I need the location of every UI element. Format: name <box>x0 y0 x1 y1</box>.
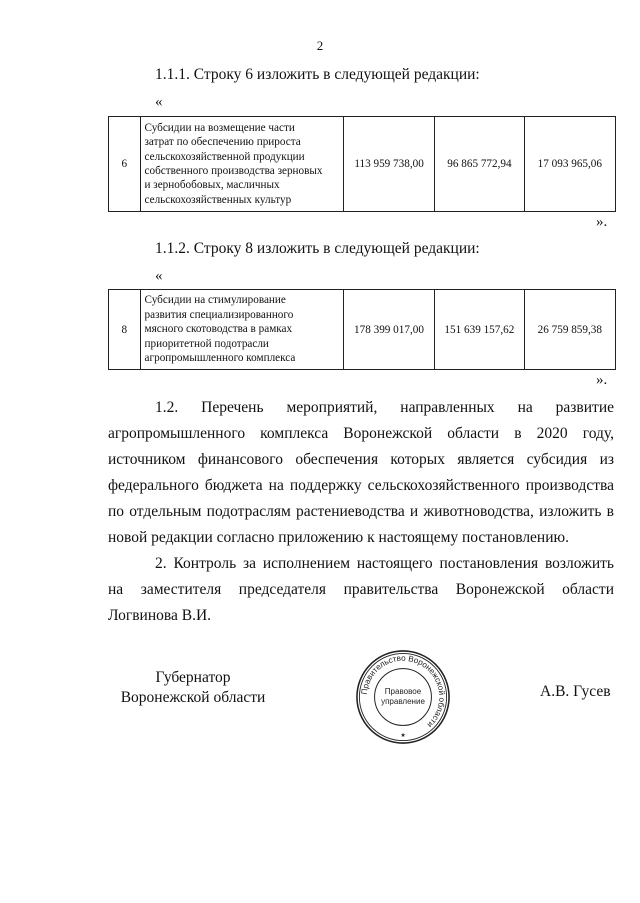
signatory-title <box>108 668 278 708</box>
table-row <box>109 290 616 370</box>
row-regional-value: 26 759 859,38 <box>524 290 615 370</box>
stamp-center-line: Правовое <box>384 687 422 697</box>
open-quote: « <box>155 268 163 284</box>
stamp-ring-text: Правительство Воронежской области <box>359 653 447 730</box>
row-6-table <box>108 116 616 212</box>
stamp-center-line: управление <box>381 696 425 706</box>
para-1-2-line: федерального бюджета на поддержку сельскохозяйственного производства <box>108 477 614 494</box>
row-name-line: затрат по обеспечению прироста <box>144 136 301 149</box>
row-name <box>140 117 343 212</box>
item-1-1-2-heading: 1.1.2. Строку 8 изложить в следующей редакции: <box>155 240 480 257</box>
row-name-line: агропромышленного комплекса <box>144 352 296 365</box>
signatory-title-line: Губернатор <box>155 669 231 686</box>
row-number: 8 <box>109 290 141 370</box>
para-2-line: на заместителя председателя правительства Воронежской области <box>108 581 614 598</box>
para-2-last-line: Логвинова В.И. <box>108 607 212 624</box>
row-name-line: сельскохозяйственной продукции <box>144 150 305 163</box>
para-2-line: 2. Контроль за исполнением настоящего постановления возложить <box>155 555 614 572</box>
para-1-2-line: по отдельным подотраслям растениеводства и животноводства, изложить в <box>108 503 614 520</box>
row-name-line: мясного скотоводства в рамках <box>144 323 293 336</box>
row-federal-value: 151 639 157,62 <box>435 290 524 370</box>
row-total-value: 113 959 738,00 <box>343 117 434 212</box>
row-regional-value: 17 093 965,06 <box>524 117 615 212</box>
signatory-title-line: Воронежской области <box>120 689 266 706</box>
official-stamp <box>354 648 452 746</box>
row-name-line: сельскохозяйственных культур <box>144 193 292 206</box>
open-quote: « <box>155 94 163 110</box>
row-name-line: развития специализированного <box>144 308 294 321</box>
signatory-name: А.В. Гусев <box>540 683 611 700</box>
page-number: 2 <box>316 38 324 53</box>
row-name-line: Субсидии на возмещение части <box>144 121 295 134</box>
row-number: 6 <box>109 117 141 212</box>
row-total-value: 178 399 017,00 <box>343 290 434 370</box>
row-federal-value: 96 865 772,94 <box>435 117 524 212</box>
close-quote: ». <box>596 214 608 230</box>
close-quote: ». <box>596 372 608 388</box>
row-name-line: и зернобобовых, масличных <box>144 179 280 192</box>
row-name-line: Субсидии на стимулирование <box>144 294 286 307</box>
row-name <box>140 290 343 370</box>
para-1-2-line: агропромышленного комплекса Воронежской области в 2020 году, <box>108 425 614 442</box>
row-name-line: приоритетной подотрасли <box>144 337 269 350</box>
para-1-2-last-line: новой редакции согласно приложению к настоящему постановлению. <box>108 529 569 546</box>
stamp-star-icon: ★ <box>400 733 406 740</box>
para-1-2-line: 1.2. Перечень мероприятий, направленных на развитие <box>155 399 614 416</box>
row-8-table <box>108 289 616 370</box>
item-1-1-1-heading: 1.1.1. Строку 6 изложить в следующей редакции: <box>155 66 480 83</box>
row-name-line: собственного производства зерновых <box>144 165 323 177</box>
table-row <box>109 117 616 212</box>
para-1-2-line: источником финансового обеспечения которых является субсидия из <box>108 451 614 468</box>
